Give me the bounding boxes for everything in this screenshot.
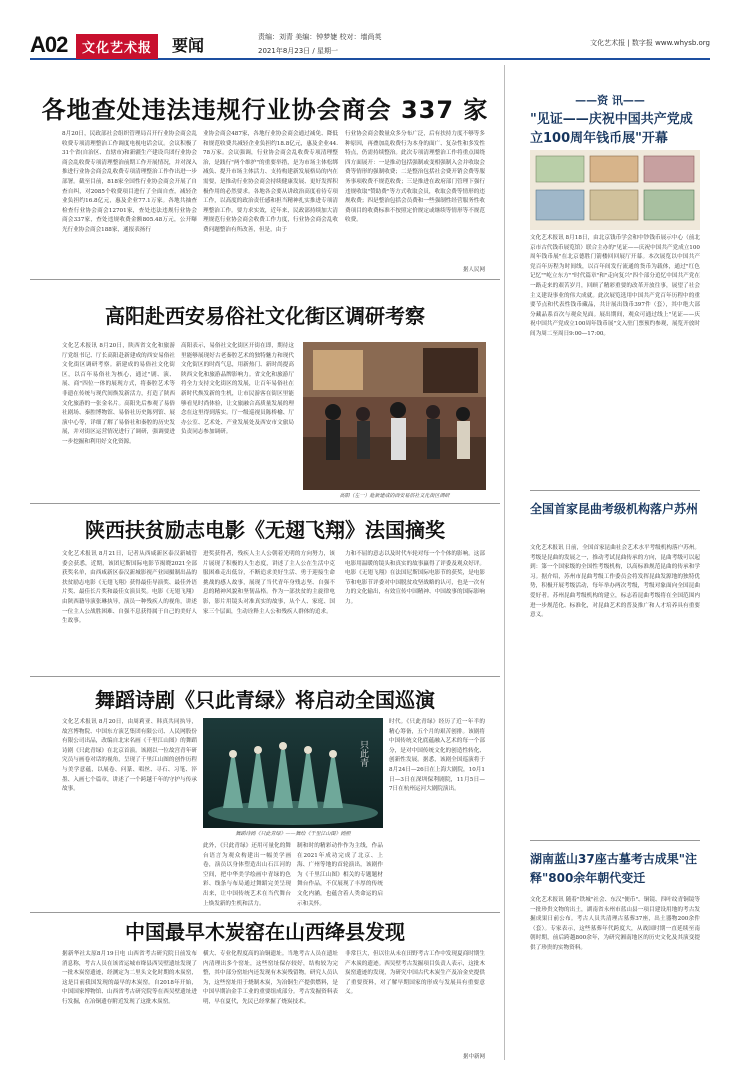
a1-credit: 据人民网 xyxy=(462,267,485,273)
divider xyxy=(530,840,700,841)
a4-col4: 时代。《只此青绿》经历了近一年半的精心筹备，五个月的艰苦创排。该剧将中国传统文化底蕴融入艺术的每一个部分，是对中国传统文化的创造性转化、创新性发展。据悉，该剧全国巡演将于8月24日—26日在上海大剧院，10月1日—3日在深圳保利剧院，11月5日—7日在杭州运河大剧院演出。 xyxy=(389,719,485,793)
divider xyxy=(30,676,500,677)
s3-body: 文化艺术报讯 随着"铁城"社会、东汉"便币"、铜镜、四叶纹青铜镜等一批珍贵文物的出土，湖南省永州市蓝山县一项目建设用地的考古发掘成果日前公布。考古人员共清理古墓葬37座，出土器物200余件（套）。专家表示，这些墓葬年代跨度大，从战国时期一直延续至南朝时期，前后跨越800余年，为研究湘南地区的历史文化及其演变提供了珍贵的实物资料。 xyxy=(530,897,700,951)
headline-s3: 湖南蓝山37座古墓考古成果"注释"800余年朝代变迁 xyxy=(530,852,697,885)
headline-s1: "见证——庆祝中国共产党成立100周年钱币展"开幕 xyxy=(530,112,693,146)
divider xyxy=(30,279,500,280)
divider xyxy=(530,490,700,491)
photo-dance-drama xyxy=(203,718,383,828)
issue-date: 2021年8月23日 / 星期一 xyxy=(258,47,338,55)
photo-caption-a2: 高阳（左一）赴新建成的西安易俗社文化街区调研 xyxy=(339,493,450,499)
headline-a2: 高阳赴西安易俗社文化街区调研考察 xyxy=(105,304,425,328)
a5-credit: 据中新网 xyxy=(462,1054,485,1060)
photo-caption-a4: 舞蹈诗剧《只此青绿》——舞绘《千里江山图》剧照 xyxy=(235,831,351,837)
s1-body: 文化艺术报讯 8月18日，由北京钱币学会和中钞钱币展示中心（前北京市古代钱币展览馆）联合主办的"见证——庆祝中国共产党成立100周年钱币展"在北京德胜门箭楼回回展厅开幕。本次展览以中国共产党百年历程为时间线，以百年间发行流通的货币为载体，通过"红色记忆""屹立东方""时代篇章"和"走向复兴"四个部分追忆中国共产党在一路走来的艰苦岁月，回顾了精彩重要的改革开放往事，展望了社会主义建设事业的伟大成就。此次展览选用中国共产党百年历程中的重要节点和代表性钱币藏品，共计展出钱币397件（套），其中绝大部分藏品系首次与观众见面。展出期间，观众可通过线上"见证——庆祝中国共产党成立100周年钱币展"文入驻门票预约参观，展览开放时间为周二至周日9:00—17:00。 xyxy=(530,235,700,337)
photo-currency xyxy=(530,150,700,230)
a2-col2: 高阳表示，易俗社文化街区开街在即，期待这里能够展现好古老秦腔艺术的独特魅力和现代文化街区的时尚气息，用新热门、新时尚提高陕西文化和旅游品牌影响力。省文化和旅游厅将全力支持文化街区的发展，让百年易俗社在新时代焕发新的生机，让市民游客在街区里能够看见时尚体验，让文旅融合高质量发展的理念在这里得到落实。厅一级巡视员陈桥榆、厅办公室、艺术处、产业发展处及西安市文旅局负责同志参加调研。 xyxy=(181,343,294,436)
svg-text:只此青: 只此青 xyxy=(358,740,368,767)
headline-a4: 舞蹈诗剧《只此青绿》将启动全国巡演 xyxy=(95,688,435,712)
editor-credits: 责编：刘青 美编：钟梦婕 校对：墙尚英 xyxy=(258,33,382,41)
a3-col1: 文化艺术报讯 8月21日，记者从西咸新区泰汉新城管委会获悉，近期，该团尼斯国际电影节揭晓2021全部获奖名单，由西咸新区泰汉新城影视产业园摄制出品的扶贫励志电影《无翅飞翔》获得最佳导演奖、最佳外语片奖、最佳长片奖和最佳女演员奖。电影《无翅飞翔》由陕西籍导演张琳执导，演员一种残疾人的视角，讲述一位主人公战胜困难、自强不息获得属于自己的美好人生故事。 xyxy=(62,551,197,625)
headline-a5: 中国最早木炭窑在山西绛县发现 xyxy=(125,920,405,944)
a1-col2: 业协会商会487家，各地行业协会商会通过减免、降低和规范收费共减轻企业负担约18.8亿元，惠及企业44.78万家。会议强调，行业协会商会乱收费专项清理整治，是践行"两个维护"的重要举措，是为市场主体松绑减负、提升市场主体活力、支持构建新发展格局的内在需要，是推动行业协会商会持续健康发展、更好发挥积极作用的必然要求。各地各会要从讲政治高度看待专项工作，以高度的政治责任感和担当精神扎实推进专项清理整治工作。要力求实效，近年来，民政部持续加大清理规范行业协会商会收费工作力度，行业协会商会乱收费问题整治有所改善，但是，由于 xyxy=(203,131,338,233)
headline-a3: 陕西扶贫励志电影《无翅飞翔》法国摘奖 xyxy=(85,518,445,542)
sidebar-kicker: ——资 讯—— xyxy=(575,94,645,107)
a5-col1: 据新华社太原8月19日电 山西省考古研究院日前发布消息称，考古人员在该省运城市绛县西吴壁遗址发现了一批木炭窑遗迹，经测定为二里头文化时期的木炭窑，这是目前我国发现的最早的木炭窑。自2018年开始，中国国家博物馆、山西省考古研究院等在西吴壁遗址进行发掘，在冶铜遗存附近发现了这批木炭窑。 xyxy=(62,951,197,1005)
s2-body: 文化艺术报讯 日前，全国首家昆曲社会艺术水平考级机构落户苏州。考级是昆曲的发展之一，推动考试昆曲传承的方向，昆曲考级可以起到：第一个国家级的全国性考级机构，以高标准规范昆曲的传承和学习。据介绍，苏州市昆曲考级工作委员会将发挥昆曲发源地的独特优势，积极开展考级活动，每年举办两次考级，考级对象面向全国昆曲爱好者。苏州昆曲考级机构的建立，标志着昆曲考级将在全国范围内进一步规范化、标准化，对昆曲艺术的普及推广和人才培养具有重要意义。 xyxy=(530,545,700,619)
a5-col2: 横大、专业化程度高的冶铜遗址。当地考古人员在遗址内清理出多个窑址，这些窑址保存较好，结构较为完整，其中部分窑址内还发现有木炭残留物。研究人员认为，这些窑址用于烧制木炭，为冶铜生产提供燃料，是中国早期冶金手工业的重要组成部分。考古发掘资料表明，早在夏代，先民已经掌握了烧炭技术。 xyxy=(203,951,338,1005)
a5-col3: 非常巨大，但以往从未在田野考古工作中发现夏商时期生产木炭的遗迹。西吴壁考古发掘项目负责人表示，这批木炭窑遗迹的发现，为研究中国古代木炭生产及冶金史提供了重要资料，对了解早期国家的形成与发展具有重要意义。 xyxy=(345,951,485,996)
website-link[interactable]: 文化艺术报 | 数字报 www.whysb.org xyxy=(590,39,710,47)
a3-col2: 进奖获得者，残疾人主人公朝着光明的方向努力，该片展现了积极的人生态度，讲述了主人公在生活中克服困难走出低谷，不断追求美好生活、勇于迎接生命挑战的感人故事，展现了当代青年身残志坚、自强不息的精神风貌和坚韧品格。作为一部扶贫的主旋律电影，影片用镜头对准真实的故事，从个人、家庭、国家三个层面，生动诠释主人公和残疾人群体的追求。 xyxy=(203,551,335,615)
a4-col3: 制和时的精彩动作作为主线，作品在2021年成功完成了北京、上海、广州等地的首轮演出，该剧作为《千里江山图》相关的专题题材舞台作品，不仅展现了丰厚的传统文化内涵，也蕴含着人类命运的启示和关怀。 xyxy=(297,843,383,907)
kicker-label: 资 讯 xyxy=(597,94,623,107)
a3-col3: 力和不屈的意志以及时代车轮对每一个个体的影响。这部电影用温暖的镜头和真实的故事赢得了评委及观众好评。电影《无翅飞翔》在法国尼斯国际电影节的获奖，是电影节和电影节评委对中国脱贫攻坚战略的认可，也是一次有力的文化输出，有效宣传中国精神、中国故事的国际影响力。 xyxy=(345,551,485,605)
a1-col1: 8月20日，民政部社会组织管理局召开行业协会商会乱收费专项清理整治工作调度电视电话会议。会议积极了31个省(自治区、直辖市)和新疆生产建设兵团行业协会商会乱收费专项清理整治前期工作开展情况，并对深入推进行业协会商会乱收费专项清理整治工作作出进一步部署。截至目前，818家全国性行业协会商会开展了自查自纠，对2085个收费项目进行了全面自查，减轻企业负担约16.8亿元，惠及企业77.1万家。各地共抽查检查行业协会商会12701家，查处违法违规行业协会商会337家，查处违规收费金额805.48万元，公开曝光行业协会商会188家，通报表扬行 xyxy=(62,131,197,233)
divider xyxy=(30,503,500,504)
a2-col1: 文化艺术报讯 8月20日，陕西省文化和旅游厅党组书记、厅长高阳赴新建成的西安易俗社文化街区调研考察。新建成的易俗社文化街区，以百年易俗社为核心，通过"剧、演、展、商"四位一体的展现方式，将秦腔艺术等非遗在传统与现代间焕发新活力，打造了陕西文化旅游的一张金名片。高阳先后参观了易俗社剧场、秦腔博物馆、易俗社历史陈列馆、展演中心等，详细了解了易俗社和秦腔的历史发展，并对街区运营情况进行了调研，强调要进一步挖掘和利用好文化资源。 xyxy=(62,343,175,445)
column-divider xyxy=(504,65,505,1060)
a4-col2: 此外，《只此青绿》还用可量化的舞台语言为观众构建出一幅美学画卷，演员以身体塑造出山石江河的空间，把中华美学绘画中青绿的色彩、线条与布局通过舞蹈完美呈现出来，让中国传统艺术在当代舞台上焕发新的生机和活力。 xyxy=(203,843,291,907)
page-number: A02 xyxy=(30,32,68,57)
masthead xyxy=(30,30,710,60)
paper-logo: 文化艺术报 xyxy=(76,34,158,59)
section-name: 要闻 xyxy=(172,36,205,55)
headline-s2: 全国首家昆曲考级机构落户苏州 xyxy=(530,502,699,516)
photo-xian-street xyxy=(303,342,486,490)
a1-col3: 行业协会商会数量众多分布广泛，后有扶持力度不够等多种原因，再叠加乱收费行为本身的面广、复杂性和多发性特点，仍需持续整治。此次专项清理整治工作将重点围绕四方面展开：一是推动包括强制或变相强制入会并收取会费等情形的强制收费；二是整治包括社会费开销会费等服务事项收费不规范收费；三是推进在政府部门管理下强行违规收取"赞助费"等方式收取会员，收取会费等情形的违规收费；四是整治包括会员费和一些强制性经营服务性收费项目的收费标准不按照定价规定或继续等情形等不规范收费。 xyxy=(345,131,485,224)
headline-a1: 各地查处违法违规行业协会商会 337 家 xyxy=(41,96,489,124)
a4-col1: 文化艺术报讯 8月20日，由周莉亚、韩真共同执导，故宫博物院、中国东方演艺集团有限公司、人民网股份有限公司出品，改编自北宋名画《千里江山图》的舞蹈诗剧《只此青绿》在北京首演。该剧以一位故宫青年研究员与画卷对话的视角，呈现了千里江山图的创作历程与美学意蕴，以展卷、问篆、唱丝、寻石、习笔、淬墨、入画七个篇章，讲述了一个跨越千年的守护与传承故事。 xyxy=(62,719,197,793)
divider xyxy=(30,912,500,913)
